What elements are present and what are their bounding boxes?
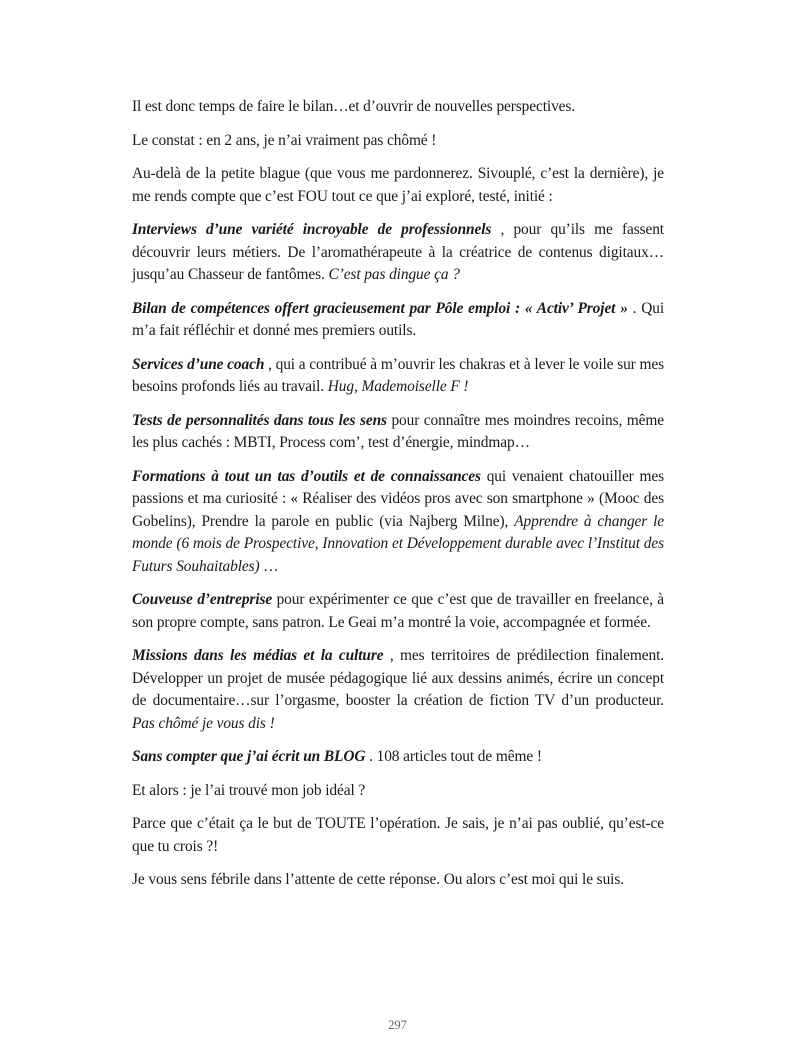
page-number: 297 bbox=[388, 1018, 407, 1032]
paragraph-aside: Pas chômé je vous dis ! bbox=[132, 714, 275, 732]
paragraph-lead: Interviews d’une variété incroyable de professionnels bbox=[132, 221, 492, 238]
paragraph-blog bbox=[132, 746, 664, 769]
paragraph-text: , mes territoires de prédilection finalement. Développer un projet de musée pédagogique lié aux dessins animés, écrire un concept de documentaire…sur l’orgasme, booster la création de fiction TV d’un producteur. bbox=[132, 647, 664, 709]
paragraph-coach bbox=[132, 354, 664, 399]
paragraph-missions bbox=[132, 645, 664, 735]
paragraph-text: Il est donc temps de faire le bilan…et d’ouvrir de nouvelles perspectives. bbox=[132, 98, 576, 115]
paragraph-constat bbox=[132, 130, 664, 153]
paragraph-text: , pour qu’ils me fassent découvrir leurs métiers. De l’aromathérapeute à la créatrice de contenus digitaux… jusqu’au Chasseur de fantômes. bbox=[132, 221, 664, 283]
paragraph-text: Et alors : je l’ai trouvé mon job idéal ? bbox=[132, 781, 366, 799]
document-page bbox=[132, 96, 664, 903]
paragraph-text: pour connaître mes moindres recoins, même les plus cachés : MBTI, Process com’, test d’énergie, mindmap… bbox=[132, 411, 664, 451]
paragraph-lead: Couveuse d’entreprise bbox=[132, 591, 273, 608]
paragraph-text: Au-delà de la petite blague (que vous me pardonnerez. Sivouplé, c’est la dernière), je me rends compte que c’est FOU tout ce que j’ai exploré, testé, initié : bbox=[132, 165, 664, 205]
paragraph-lead: Tests de personnalités dans tous les sens bbox=[132, 411, 387, 429]
paragraph-text-end: … bbox=[259, 557, 279, 575]
paragraph-formations bbox=[132, 466, 664, 579]
paragraph-interviews bbox=[132, 219, 664, 287]
paragraph-lead: Services d’une coach bbox=[132, 355, 265, 373]
paragraph-lead: Missions dans les médias et la culture bbox=[132, 647, 384, 664]
paragraph-text: Le constat : en 2 ans, je n’ai vraiment pas chômé ! bbox=[132, 131, 437, 149]
paragraph-lead: Formations à tout un tas d’outils et de connaissances bbox=[132, 467, 481, 485]
paragraph-text: pour expérimenter ce que c’est que de travailler en freelance, à son propre compte, sans patron. Le Geai m’a montré la voie, accompagnée et formée. bbox=[132, 591, 665, 631]
paragraph-febrile bbox=[132, 869, 664, 892]
paragraph-text: , qui a contribué à m’ouvrir les chakras et à lever le voile sur mes besoins profonds liés au travail. bbox=[132, 355, 664, 395]
paragraph-au-dela bbox=[132, 163, 664, 208]
paragraph-intro bbox=[132, 96, 664, 119]
paragraph-text: Parce que c’était ça le but de TOUTE l’opération. Je sais, je n’ai pas oublié, qu’est-ce que tu crois ?! bbox=[132, 815, 664, 855]
paragraph-aside: Apprendre à changer le monde (6 mois de Prospective, Innovation et Développement durable avec l’Institut des Futurs Souhaitables) bbox=[132, 512, 664, 575]
paragraph-lead: Sans compter que j’ai écrit un BLOG bbox=[132, 748, 366, 765]
paragraph-aside: C’est pas dingue ça ? bbox=[328, 266, 460, 283]
paragraph-bilan bbox=[132, 298, 664, 343]
paragraph-aside: Hug, Mademoiselle F ! bbox=[327, 378, 469, 395]
paragraph-text: qui venaient chatouiller mes passions et ma curiosité : « Réaliser des vidéos pros avec son smartphone » (Mooc des Gobelins), Prendre la parole en public (via Najberg Milne), bbox=[132, 467, 664, 530]
paragraph-couveuse bbox=[132, 589, 664, 634]
paragraph-text: . 108 articles tout de même ! bbox=[365, 748, 542, 765]
paragraph-but bbox=[132, 813, 664, 858]
paragraph-lead: Bilan de compétences offert gracieusement par Pôle emploi : « Activ’ Projet » bbox=[132, 299, 628, 317]
paragraph-job-ideal bbox=[132, 780, 664, 803]
paragraph-text: Je vous sens fébrile dans l’attente de cette réponse. Ou alors c’est moi qui le suis. bbox=[132, 871, 624, 888]
paragraph-tests bbox=[132, 410, 664, 455]
paragraph-text: . Qui m’a fait réfléchir et donné mes premiers outils. bbox=[132, 299, 665, 339]
